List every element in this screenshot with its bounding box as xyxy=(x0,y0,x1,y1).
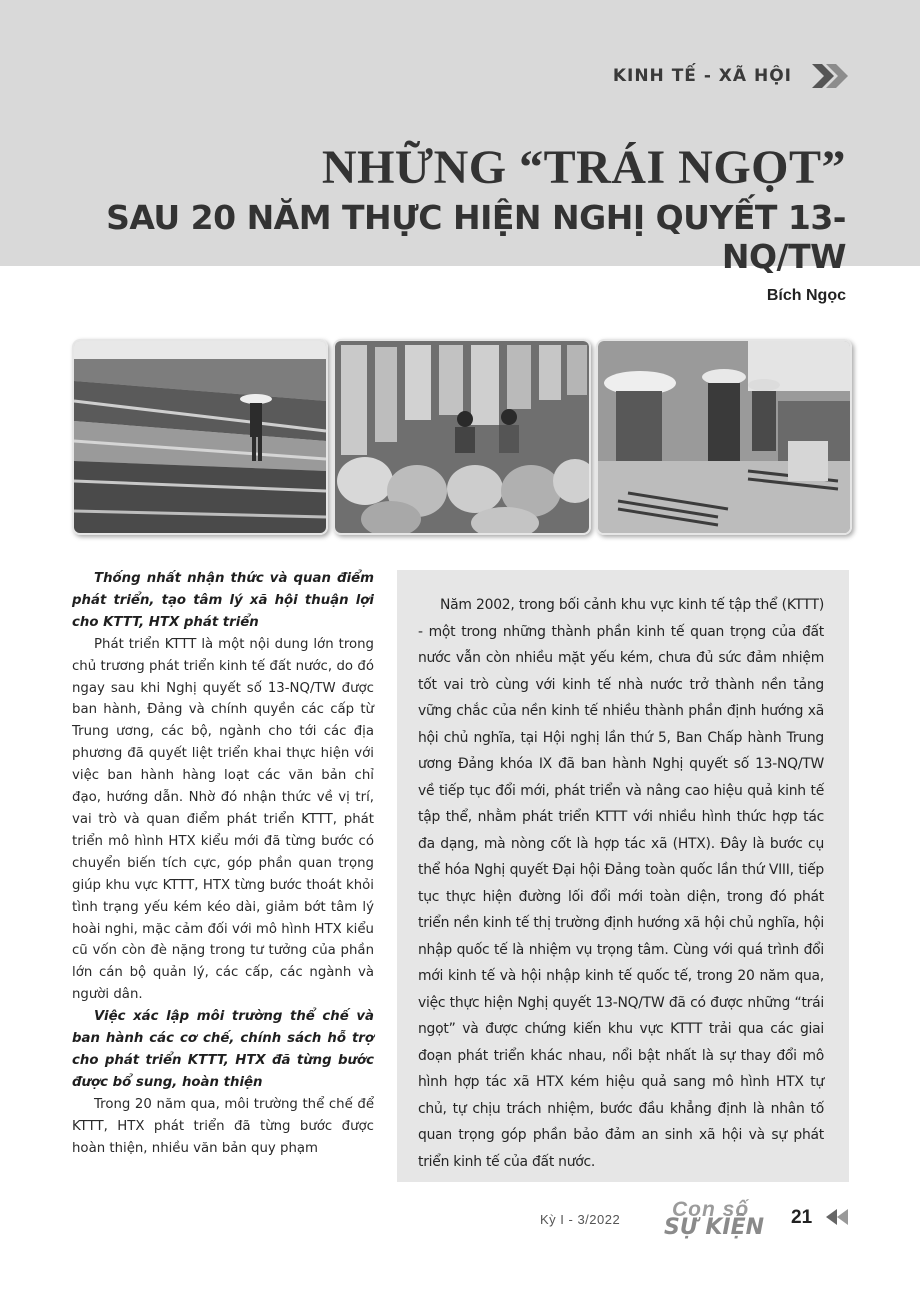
author-byline: Bích Ngọc xyxy=(766,287,846,304)
page-number: 21 xyxy=(791,1207,813,1228)
photo-handicraft-baskets xyxy=(333,339,591,535)
paragraph-2: Trong 20 năm qua, môi trường thể chế để KTTT, HTX phát triển đã từng bước được hoàn thiện, nhiều văn bản quy phạm xyxy=(72,1096,374,1156)
headline-line-1: NHỮNG “TRÁI NGỌT” xyxy=(321,141,846,194)
intro-text: Năm 2002, trong bối cảnh khu vực kinh tế tập thể (KTTT) - một trong những thành phần kinh tế quan trọng của đất nước vẫn còn nhiều mặt yếu kém, chưa đủ sức đảm nhiệm tốt vai trò cùng với kinh tế nhà nước trở thành nền tảng vững chắc của nền kinh tế nhiều thành phần định hướng xã hội chủ nghĩa, tại Hội nghị lần thứ 5, Ban Chấp hành Trung ương Đảng khóa IX đã ban hành Nghị quyết số 13-NQ/TW về tiếp tục đổi mới, phát triển và nâng cao hiệu quả kinh tế tập thể, nhằm phát triển KTTT với nhiều hình thức hợp tác đa dạng, mà nòng cốt là hợp tác xã (HTX). Đây là bước cụ thể hóa Nghị quyết Đại hội Đảng toàn quốc lần thứ VIII, tiếp tục thực hiện đường lối đổi mới toàn diện, trong đó phát triển nền kinh tế thị trường định hướng xã hội chủ nghĩa, hội nhập quốc tế là nhiệm vụ trọng tâm. Cùng với quá trình đổi mới kinh tế và hội nhập kinh tế quốc tế, trong 20 năm qua, việc thực hiện Nghị quyết 13-NQ/TW đã có được những “trái ngọt” và được chứng kiến khu vực KTTT trải qua các giai đoạn phát triển khác nhau, nổi bật nhất là sự thay đổi mô hình hợp tác xã HTX kém hiệu quả sang mô hình HTX tự chủ, tự chịu trách nhiệm, bước đầu khẳng định là nhân tố quan trọng góp phần bảo đảm an sinh xã hội và sự phát triển kinh tế của đất nước. xyxy=(418,597,824,1170)
logo-line-1: Con số xyxy=(672,1198,750,1221)
issue-label: Kỳ I - 3/2022 xyxy=(540,1212,621,1227)
header-band xyxy=(0,0,920,276)
logo-line-2: SỰ KIỆN xyxy=(664,1215,765,1240)
left-column xyxy=(72,568,374,1159)
intro-box xyxy=(397,570,849,1182)
subheading-1: Thống nhất nhận thức và quan điểm phát triển, tạo tâm lý xã hội thuận lợi cho KTTT, HTX phát triển xyxy=(72,571,374,630)
double-chevron-right-icon xyxy=(802,62,850,90)
subheading-2: Việc xác lập môi trường thể chế và ban hành các cơ chế, chính sách hỗ trợ cho phát triển KTTT, HTX đã từng bước được bổ sung, hoàn thiện xyxy=(72,1009,374,1090)
double-triangle-left-icon xyxy=(826,1208,850,1226)
paragraph-1: Phát triển KTTT là một nội dung lớn trong chủ trương phát triển kinh tế đất nước, do đó ngay sau khi Nghị quyết số 13-NQ/TW được ban hành, Đảng và chính quyền các cấp từ Trung ương, các bộ, ngành cho tới các địa phương đã quyết liệt triển khai thực hiện với việc ban hành hàng loạt các văn bản chỉ đạo, hướng dẫn. Nhờ đó nhận thức về vị trí, vai trò và quan điểm phát triển KTTT, phát triển mô hình HTX kiểu mới đã từng bước có chuyển biến tích cực, góp phần quan trọng giúp khu vực KTTT, HTX từng bước thoát khỏi tình trạng yếu kém kéo dài, giảm bớt tâm lý hoài nghi, mặc cảm đối với mô hình HTX kiểu cũ vốn còn đè nặng trong tư tưởng của phần lớn cán bộ quản lý, các cấp, các ngành và người dân. xyxy=(72,636,374,1003)
photo-farm-field xyxy=(72,339,328,535)
section-label: KINH TẾ - XÃ HỘI xyxy=(612,66,792,86)
magazine-logo xyxy=(664,1198,784,1238)
photo-food-processing xyxy=(596,339,852,535)
headline-line-2: SAU 20 NĂM THỰC HIỆN NGHỊ QUYẾT 13-NQ/TW xyxy=(106,198,846,276)
